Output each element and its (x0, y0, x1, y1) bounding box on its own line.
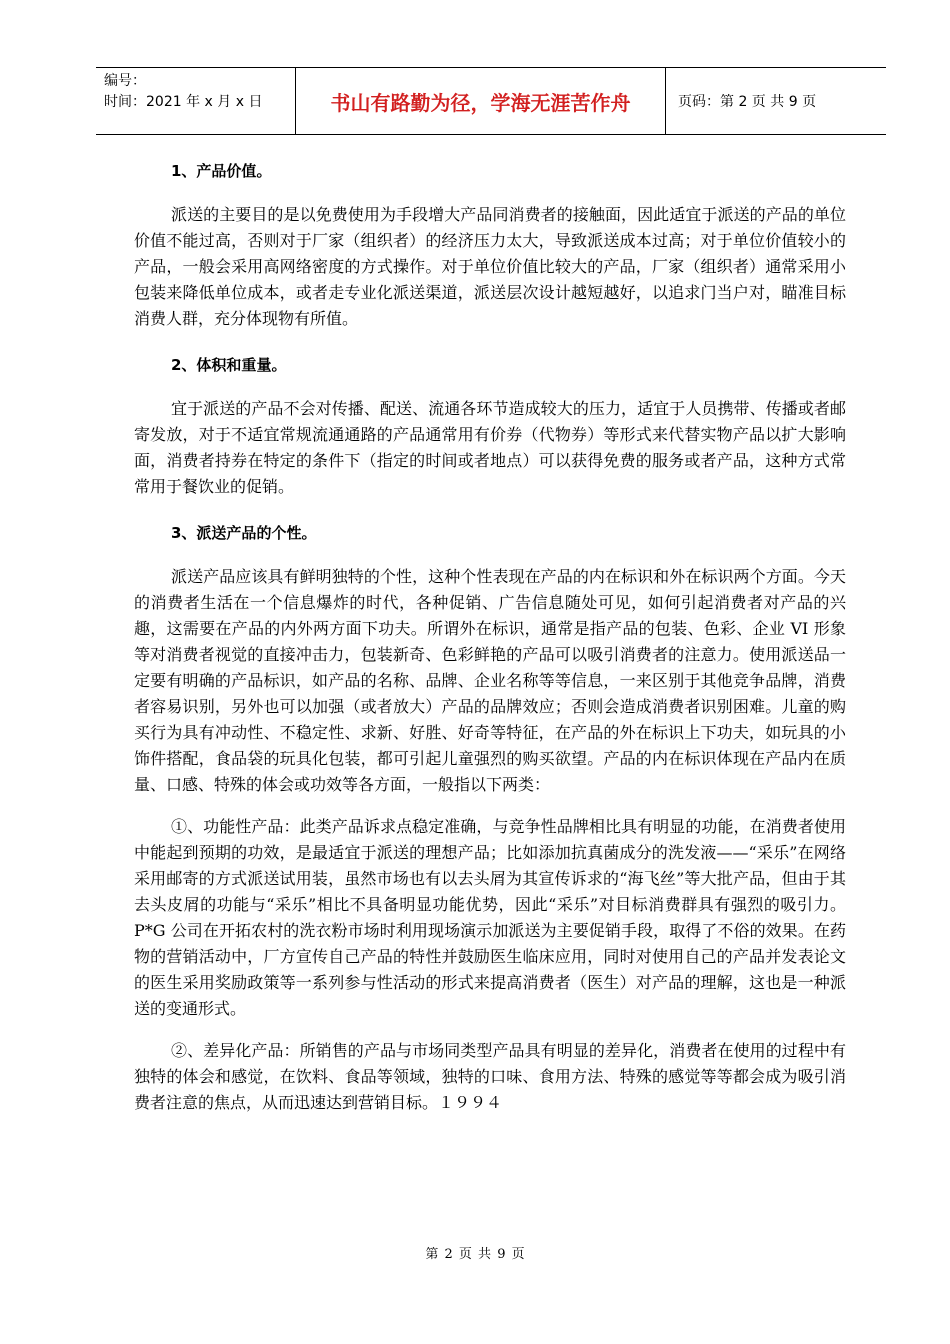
section-heading: 1、产品价值。 (171, 162, 272, 180)
paragraph: 派送的主要目的是以免费使用为手段增大产品同消费者的接触面，因此适宜于派送的产品的单位价值不能过高，否则对于厂家（组织者）的经济压力太大，导致派送成本过高；对于单位价值较小的产品，一般会采用高网络密度的方式操作。对于单位价值比较大的产品，厂家（组织者）通常采用小包装来降低单位成本，或者走专业化派送渠道，派送层次设计越短越好，以追求门当户对，瞄准目标消费人群，充分体现物有所值。 (134, 205, 846, 328)
header-meta (96, 68, 296, 134)
doc-number-label: 编号： (104, 73, 146, 89)
time-label: 时间：2021 年 x 月 x 日 (104, 94, 263, 110)
paragraph: ②、差异化产品：所销售的产品与市场同类型产品具有明显的差异化，消费者在使用的过程中有独特的体会和感觉，在饮料、食品等领域，独特的口味、食用方法、特殊的感觉等等都会成为吸引消费者注意的焦点，从而迅速达到营销目标。１９９４ (134, 1041, 846, 1112)
page-footer: 第 2 页 共 9 页 (425, 1247, 525, 1262)
section-heading: 2、体积和重量。 (171, 356, 287, 374)
paragraph: ①、功能性产品：此类产品诉求点稳定准确，与竞争性品牌相比具有明显的功能，在消费者使用中能起到预期的功效，是最适宜于派送的理想产品；比如添加抗真菌成分的洗发液——“采乐”在网络采用邮寄的方式派送试用装，虽然市场也有以去头屑为其宣传诉求的“海飞丝”等大批产品，但由于其去头皮屑的功能与“采乐”相比不具备明显功能优势，因此“采乐”对目标消费群具有强烈的吸引力。P*G 公司在开拓农村的洗衣粉市场时利用现场演示加派送为主要促销手段，取得了不俗的效果。在药物的营销活动中，厂方宣传自己产品的特性并鼓励医生临床应用，同时对使用自己的产品并发表论文的医生采用奖励政策等一系列参与性活动的形式来提高消费者（医生）对产品的理解，这也是一种派送的变通形式。 (134, 817, 846, 1018)
document-body (134, 154, 846, 1116)
header-motto: 书山有路勤为径，学海无涯苦作舟 (296, 68, 666, 134)
paragraph: 派送产品应该具有鲜明独特的个性，这种个性表现在产品的内在标识和外在标识两个方面。今天的消费者生活在一个信息爆炸的时代，各种促销、广告信息随处可见，如何引起消费者对产品的兴趣，这需要在产品的内外两方面下功夫。所谓外在标识，通常是指产品的包装、色彩、企业 VI 形象等对消费者视觉的直接冲击力，包装新奇、色彩鲜艳的产品可以吸引消费者的注意力。使用派送品一定要有明确的产品标识，如产品的名称、品牌、企业名称等等信息，一来区别于其他竞争品牌，消费者容易识别，另外也可以加强（或者放大）产品的品牌效应；否则会造成消费者识别困难。儿童的购买行为具有冲动性、不稳定性、求新、好胜、好奇等特征，在产品的外在标识上下功夫，如玩具的小饰件搭配，食品袋的玩具化包装，都可引起儿童强烈的购买欲望。产品的内在标识体现在产品内在质量、口感、特殊的体会或功效等各方面，一般指以下两类： (134, 567, 846, 794)
page-header (96, 67, 886, 135)
section-heading: 3、派送产品的个性。 (171, 524, 317, 542)
header-page-info: 页码：第 2 页 共 9 页 (678, 94, 817, 110)
paragraph: 宜于派送的产品不会对传播、配送、流通各环节造成较大的压力，适宜于人员携带、传播或者邮寄发放，对于不适宜常规流通通路的产品通常用有价券（代物券）等形式来代替实物产品以扩大影响面，消费者持券在特定的条件下（指定的时间或者地点）可以获得免费的服务或者产品，这种方式常常用于餐饮业的促销。 (134, 399, 846, 496)
